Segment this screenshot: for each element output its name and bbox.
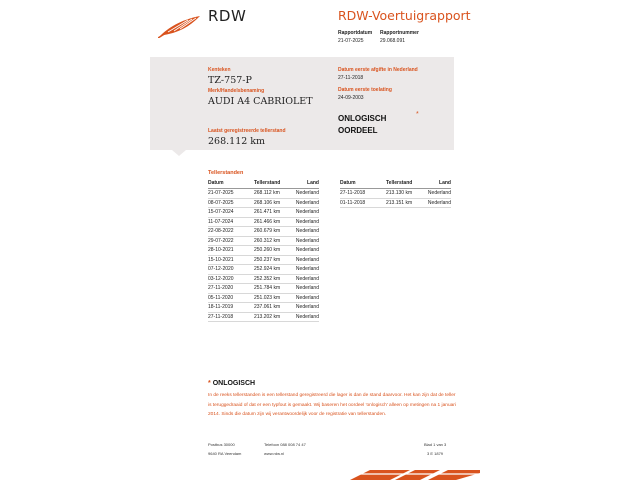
table-row — [208, 274, 319, 284]
verdict — [338, 113, 386, 137]
note-title-text: ONLOGISCH — [212, 380, 256, 387]
table-row — [208, 312, 319, 322]
cell-reading: 251.784 km — [254, 284, 294, 294]
footer-page: Blad 1 van 3 — [424, 442, 447, 447]
cell-reading: 261.466 km — [254, 217, 294, 227]
table-row — [340, 198, 451, 208]
footer-web[interactable]: www.rdw.nl — [264, 451, 285, 456]
table-row — [208, 227, 319, 237]
cell-reading: 268.112 km — [254, 189, 294, 199]
report-number: 29.068.091 — [380, 38, 406, 44]
footer-phone: Telefoon 088 008 74 47 — [264, 442, 306, 447]
table-row — [208, 198, 319, 208]
document-title: RDW-Voertuigrapport — [338, 8, 471, 23]
cell-reading: 250.260 km — [254, 246, 294, 256]
cell-reading: 250.237 km — [254, 255, 294, 265]
make-label: Merk/Handelsbenaming — [208, 88, 265, 94]
cell-reading: 268.106 km — [254, 198, 294, 208]
cell-date: 27-11-2018 — [208, 312, 254, 322]
first-admission-label: Datum eerste toelating — [338, 87, 392, 93]
cell-date: 07-12-2020 — [208, 265, 254, 275]
plate-label: Kenteken — [208, 67, 231, 73]
cell-country: Nederland — [295, 266, 319, 273]
cell-reading: 261.471 km — [254, 208, 294, 218]
cell-date: 28-10-2021 — [208, 246, 254, 256]
report-number-label: Rapportnummer — [380, 30, 419, 36]
cell-date: 15-07-2024 — [208, 208, 254, 218]
first-admission-value: 24-09-2003 — [338, 95, 364, 101]
odometer-table-left — [208, 179, 319, 322]
cell-country: Nederland — [295, 304, 319, 311]
cell-country: Nederland — [295, 209, 319, 216]
first-nl-label: Datum eerste afgifte in Nederland — [338, 67, 418, 73]
odometer-section-title: Tellerstanden — [208, 170, 244, 176]
col-date-header: Datum — [208, 179, 254, 189]
table-header-row — [340, 179, 451, 189]
col-country-header: Land — [426, 179, 451, 189]
col-date-header: Datum — [340, 179, 386, 189]
col-country-header: Land — [294, 179, 319, 189]
cell-date: 18-11-2019 — [208, 303, 254, 313]
table-row — [208, 293, 319, 303]
cell-country: Nederland — [295, 275, 319, 282]
verdict-marker: * — [416, 111, 419, 118]
cell-date: 11-07-2024 — [208, 217, 254, 227]
cell-date: 05-11-2020 — [208, 293, 254, 303]
first-nl-value: 27-11-2018 — [338, 75, 364, 81]
cell-country: Nederland — [295, 256, 319, 263]
rdw-logo-icon — [158, 14, 202, 38]
make-value: AUDI A4 CABRIOLET — [208, 96, 313, 107]
cell-reading: 213.202 km — [254, 312, 294, 322]
last-reading-value: 268.112 km — [208, 136, 266, 147]
footer-code: 3 E 1879 — [427, 451, 444, 456]
plate-value: TZ-757-P — [208, 75, 252, 86]
odometer-table-right — [340, 179, 451, 208]
table-row — [208, 265, 319, 275]
cell-reading: 252.924 km — [254, 265, 294, 275]
panel-notch — [172, 150, 186, 156]
cell-reading: 251.023 km — [254, 293, 294, 303]
last-reading-label: Laatst geregistreerde tellerstand — [208, 128, 286, 134]
footer-address-2: 9640 RA Veendam — [208, 451, 242, 456]
footer-address-1: Postbus 30000 — [208, 442, 235, 447]
cell-reading: 237.061 km — [254, 303, 294, 313]
note-body: In de reeks tellerstanden is een tellerstand geregistreerd die lager is dan de stand daarvoor. Het kan zijn dat de teller is teruggedraaid of dat er een typfout is gemaakt. Wij baseren het oordeel 'onlogisch' alleen op metingen na 1 januari 2014. Sinds die datum zijn wij verantwoordelijk voor de registratie van tellerstanden. — [208, 393, 456, 417]
cell-date: 08-07-2025 — [208, 198, 254, 208]
table-row — [208, 236, 319, 246]
cell-date: 27-11-2020 — [208, 284, 254, 294]
table-row — [340, 189, 451, 199]
cell-reading: 252.352 km — [254, 274, 294, 284]
verdict-line-2: OORDEEL — [338, 126, 378, 135]
cell-date: 01-11-2018 — [340, 198, 386, 208]
cell-country: Nederland — [295, 218, 319, 225]
cell-reading: 213.151 km — [386, 198, 426, 208]
note-marker: * — [208, 380, 211, 387]
cell-date: 21-07-2025 — [208, 189, 254, 199]
cell-reading: 260.679 km — [254, 227, 294, 237]
cell-reading: 213.130 km — [386, 189, 426, 199]
table-header-row — [208, 179, 319, 189]
cell-country: Nederland — [295, 237, 319, 244]
report-date: 21-07-2025 — [338, 38, 364, 44]
cell-date: 22-08-2022 — [208, 227, 254, 237]
table-row — [208, 255, 319, 265]
cell-country: Nederland — [295, 294, 319, 301]
col-reading-header: Tellerstand — [386, 179, 426, 189]
cell-country: Nederland — [295, 190, 319, 197]
table-row — [208, 217, 319, 227]
cell-country: Nederland — [427, 199, 451, 206]
cell-country: Nederland — [295, 285, 319, 292]
cell-date: 15-10-2021 — [208, 255, 254, 265]
report-date-label: Rapportdatum — [338, 30, 373, 36]
cell-date: 29-07-2022 — [208, 236, 254, 246]
cell-country: Nederland — [295, 199, 319, 206]
cell-country: Nederland — [295, 247, 319, 254]
table-row — [208, 189, 319, 199]
table-row — [208, 284, 319, 294]
cell-country: Nederland — [295, 228, 319, 235]
cell-date: 03-12-2020 — [208, 274, 254, 284]
col-reading-header: Tellerstand — [254, 179, 294, 189]
table-row — [208, 208, 319, 218]
cell-country: Nederland — [427, 190, 451, 197]
cell-date: 27-11-2018 — [340, 189, 386, 199]
decorative-stripes-icon — [340, 465, 480, 480]
brand-name: RDW — [208, 7, 247, 25]
verdict-line-1: ONLOGISCH — [338, 114, 387, 123]
cell-reading: 260.312 km — [254, 236, 294, 246]
table-row — [208, 303, 319, 313]
cell-country: Nederland — [295, 313, 319, 320]
table-row — [208, 246, 319, 256]
note-title — [208, 380, 255, 387]
